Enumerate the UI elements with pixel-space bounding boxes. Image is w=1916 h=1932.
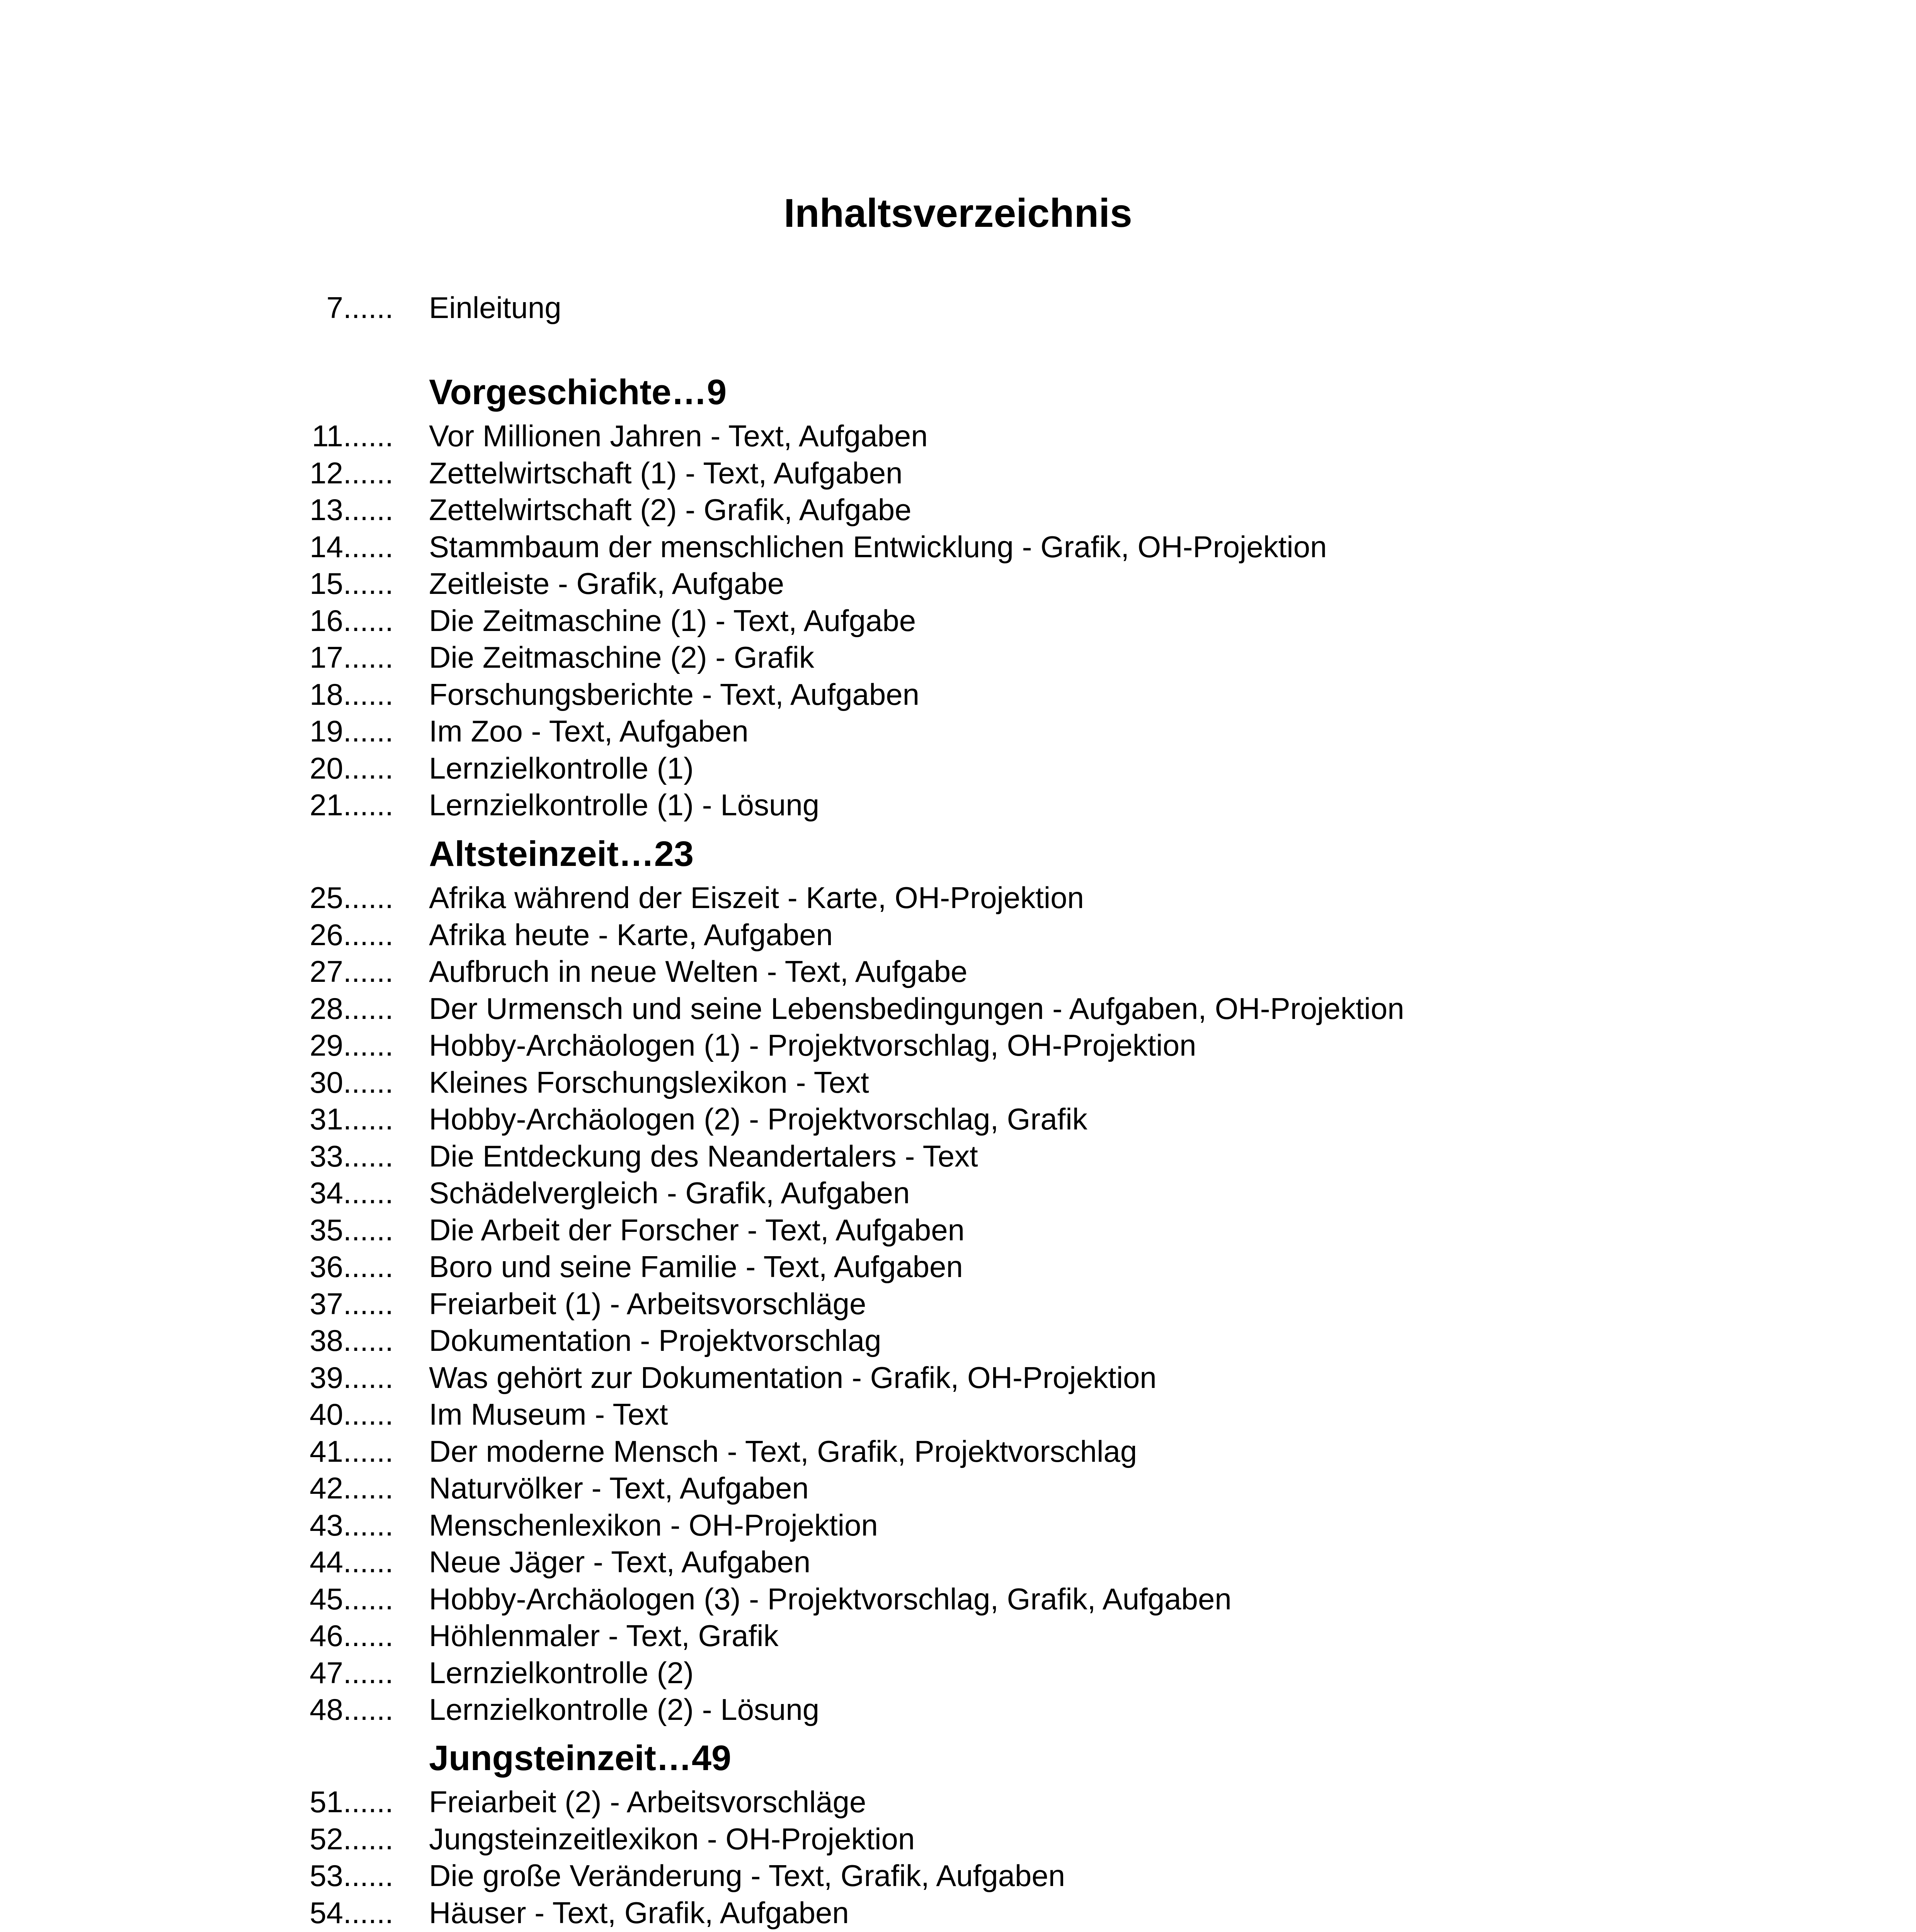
toc-entry-label: Hobby-Archäologen (2) - Projektvorschlag, Grafik (429, 1102, 1087, 1136)
toc-entry-label: Forschungsberichte - Text, Aufgaben (429, 677, 919, 711)
toc-entry (0, 1396, 1916, 1433)
toc-entry (0, 750, 1916, 787)
toc-page-number: 16...... (310, 603, 393, 638)
toc-page-number: 21...... (310, 788, 393, 822)
toc-page-number: 11...... (312, 419, 393, 453)
toc-entry-label: Der moderne Mensch - Text, Grafik, Projektvorschlag (429, 1434, 1137, 1468)
toc-entry (0, 1783, 1916, 1820)
toc-entry (0, 289, 1916, 326)
toc-page-number: 29...... (310, 1028, 393, 1062)
toc-page-number: 12...... (310, 456, 393, 490)
toc-entry (0, 1248, 1916, 1285)
toc-page-number: 20...... (310, 751, 393, 785)
toc-entry-label: Lernzielkontrolle (1) (429, 751, 694, 785)
toc-page-number: 40...... (310, 1397, 393, 1431)
toc-entry-label: Die Entdeckung des Neandertalers - Text (429, 1139, 978, 1173)
toc-page-number: 13...... (310, 493, 393, 527)
toc-entry (0, 1654, 1916, 1691)
toc-page-number: 54...... (310, 1895, 393, 1930)
toc-page-number: 26...... (310, 917, 393, 952)
toc-entry (0, 1027, 1916, 1064)
toc-page-number: 31...... (310, 1102, 393, 1136)
toc-entry-label: Im Zoo - Text, Aufgaben (429, 714, 749, 748)
toc-page-number: 27...... (310, 954, 393, 988)
toc-page-number: 45...... (310, 1582, 393, 1616)
toc-entry-label: Zettelwirtschaft (2) - Grafik, Aufgabe (429, 493, 912, 527)
toc-page-number: 52...... (310, 1821, 393, 1856)
toc-entry (0, 454, 1916, 492)
toc-entry (0, 879, 1916, 916)
toc-entry (0, 491, 1916, 528)
toc-page-number: 47...... (310, 1655, 393, 1690)
toc-entry-label: Stammbaum der menschlichen Entwicklung - Grafik, OH-Projektion (429, 529, 1327, 564)
toc-page-number: 35...... (310, 1213, 393, 1247)
toc-entry (0, 1857, 1916, 1894)
toc-entry-label: Dokumentation - Projektvorschlag (429, 1323, 881, 1357)
toc-page-number: 15...... (310, 566, 393, 600)
toc-page-number: 34...... (310, 1176, 393, 1210)
toc-page-number: 18...... (310, 677, 393, 711)
toc-entry (0, 602, 1916, 639)
toc-entry-label: Jungsteinzeitlexikon - OH-Projektion (429, 1821, 915, 1856)
toc-entry (0, 528, 1916, 565)
toc-page-number: 14...... (310, 529, 393, 564)
toc-entry-label: Afrika heute - Karte, Aufgaben (429, 917, 833, 952)
toc-entry (0, 1691, 1916, 1728)
toc-entry (0, 1433, 1916, 1470)
toc-page-number: 51...... (310, 1785, 393, 1819)
toc-entry (0, 1617, 1916, 1654)
toc-entry (0, 1894, 1916, 1931)
toc-page-number: 46...... (310, 1619, 393, 1653)
toc-page-number: 41...... (310, 1434, 393, 1468)
toc-entry (0, 676, 1916, 713)
toc-entry-label: Vor Millionen Jahren - Text, Aufgaben (429, 419, 928, 453)
toc-entry-label: Aufbruch in neue Welten - Text, Aufgabe (429, 954, 968, 988)
toc-page-number: 33...... (310, 1139, 393, 1173)
toc-entry-label: Höhlenmaler - Text, Grafik (429, 1619, 779, 1653)
toc-entry-label: Zeitleiste - Grafik, Aufgabe (429, 566, 784, 600)
toc-page-number: 28...... (310, 991, 393, 1026)
toc-page-number: 38...... (310, 1323, 393, 1357)
toc-entry-label: Lernzielkontrolle (2) (429, 1655, 694, 1690)
toc-page-number: 25...... (310, 881, 393, 915)
toc-entry (0, 1820, 1916, 1857)
toc-page-number: 30...... (310, 1065, 393, 1099)
page-title: Inhaltsverzeichnis (784, 191, 1132, 236)
toc-entry-label: Lernzielkontrolle (2) - Lösung (429, 1692, 820, 1726)
toc-page-number: 36...... (310, 1250, 393, 1284)
toc-entry-label: Schädelvergleich - Grafik, Aufgaben (429, 1176, 910, 1210)
toc-entry-label: Zettelwirtschaft (1) - Text, Aufgaben (429, 456, 903, 490)
toc-page-number: 39...... (310, 1360, 393, 1395)
toc-page-number: 37...... (310, 1286, 393, 1321)
toc-entry (0, 1100, 1916, 1138)
toc-entry-label: Hobby-Archäologen (3) - Projektvorschlag, Grafik, Aufgaben (429, 1582, 1232, 1616)
section-heading: Altsteinzeit…23 (429, 834, 694, 874)
toc-entry-label: Häuser - Text, Grafik, Aufgaben (429, 1895, 849, 1930)
toc-entry (0, 713, 1916, 750)
toc-entry-label: Hobby-Archäologen (1) - Projektvorschlag, OH-Projektion (429, 1028, 1196, 1062)
toc-entry-label: Afrika während der Eiszeit - Karte, OH-Projektion (429, 881, 1084, 915)
toc-page-number: 17...... (310, 640, 393, 674)
toc-entry-label: Naturvölker - Text, Aufgaben (429, 1471, 809, 1505)
toc-entry (0, 953, 1916, 990)
toc-entry (0, 786, 1916, 823)
toc-entry-label: Die Arbeit der Forscher - Text, Aufgaben (429, 1213, 965, 1247)
toc-entry-label: Freiarbeit (1) - Arbeitsvorschläge (429, 1286, 866, 1321)
toc-entry (0, 1174, 1916, 1211)
toc-entry (0, 565, 1916, 602)
toc-entry (0, 1507, 1916, 1544)
toc-page-number: 42...... (310, 1471, 393, 1505)
toc-entry-label: Der Urmensch und seine Lebensbedingungen - Aufgaben, OH-Projektion (429, 991, 1404, 1026)
toc-entry-label: Was gehört zur Dokumentation - Grafik, OH-Projektion (429, 1360, 1157, 1395)
toc-entry (0, 916, 1916, 953)
toc-entry-label: Neue Jäger - Text, Aufgaben (429, 1545, 811, 1579)
toc-entry-label: Menschenlexikon - OH-Projektion (429, 1508, 878, 1542)
toc-entry-label: Die Zeitmaschine (2) - Grafik (429, 640, 814, 674)
toc-entry (0, 1359, 1916, 1396)
toc-page-number: 44...... (310, 1545, 393, 1579)
toc-page-number: 19...... (310, 714, 393, 748)
toc-page-number: 7...... (326, 291, 393, 325)
toc-entry (0, 639, 1916, 676)
section-heading: Vorgeschichte…9 (429, 372, 727, 412)
toc-entry-label: Im Museum - Text (429, 1397, 668, 1431)
toc-entry (0, 1543, 1916, 1580)
toc-entry-label: Einleitung (429, 291, 562, 325)
toc-entry-label: Freiarbeit (2) - Arbeitsvorschläge (429, 1785, 866, 1819)
toc-entry (0, 990, 1916, 1027)
toc-entry (0, 1580, 1916, 1617)
toc-entry-label: Boro und seine Familie - Text, Aufgaben (429, 1250, 963, 1284)
toc-entry (0, 1469, 1916, 1507)
toc-entry-label: Die große Veränderung - Text, Grafik, Aufgaben (429, 1859, 1065, 1893)
toc-entry (0, 1138, 1916, 1175)
toc-page-number: 43...... (310, 1508, 393, 1542)
toc-entry-label: Die Zeitmaschine (1) - Text, Aufgabe (429, 603, 916, 638)
toc-entry (0, 1211, 1916, 1248)
section-heading: Jungsteinzeit…49 (429, 1738, 732, 1778)
toc-entry-label: Kleines Forschungslexikon - Text (429, 1065, 869, 1099)
toc-entry (0, 1064, 1916, 1101)
toc-entry-label: Lernzielkontrolle (1) - Lösung (429, 788, 820, 822)
toc-entry (0, 417, 1916, 454)
toc-entry (0, 1322, 1916, 1359)
toc-entry (0, 1285, 1916, 1322)
toc-page-number: 53...... (310, 1859, 393, 1893)
toc-page-number: 48...... (310, 1692, 393, 1726)
